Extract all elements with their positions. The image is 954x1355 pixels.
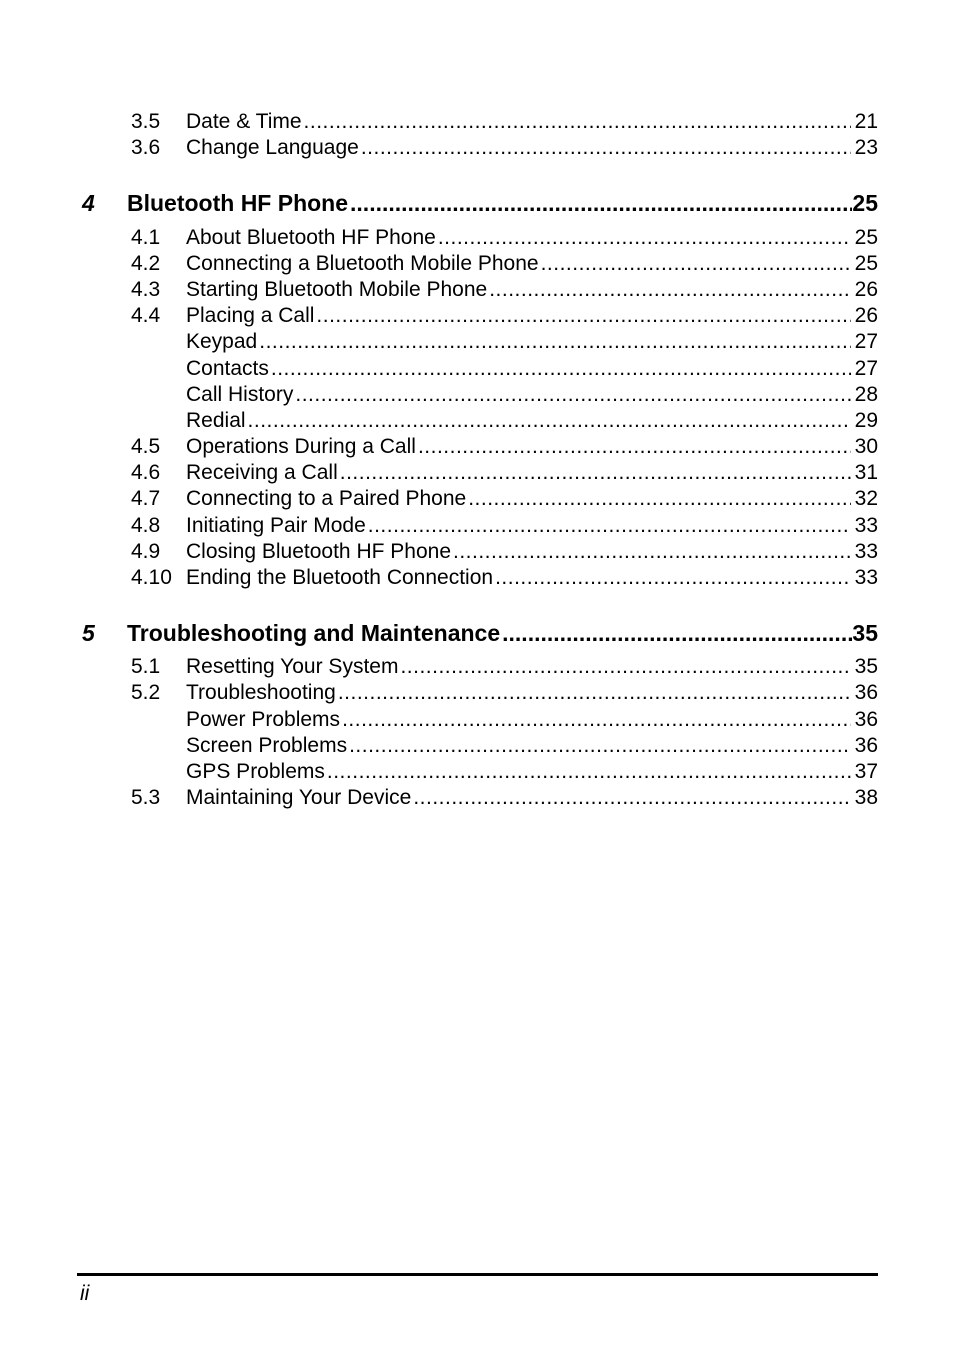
footer-page-number: ii	[80, 1282, 90, 1305]
page-number: 26	[854, 278, 878, 301]
section-number: 3.6	[131, 136, 161, 159]
page-number: 35	[852, 620, 878, 646]
dot-leader	[541, 251, 851, 277]
section-number: 4.10	[131, 566, 172, 589]
section-title: Change Language	[186, 136, 359, 159]
page-number: 27	[854, 330, 878, 353]
toc-entry-call-history[interactable]	[0, 382, 954, 408]
dot-leader	[468, 486, 850, 512]
toc-entry-4-1[interactable]	[0, 225, 954, 251]
dot-leader	[349, 733, 851, 759]
toc-entry-4-5[interactable]	[0, 434, 954, 460]
section-title: Contacts	[186, 357, 269, 380]
dot-leader	[400, 654, 850, 680]
page-number: 31	[854, 461, 878, 484]
page-number: 32	[854, 487, 878, 510]
chapter-number: 5	[82, 620, 95, 646]
dot-leader	[340, 460, 851, 486]
page-number: 36	[854, 681, 878, 704]
dot-leader	[271, 356, 851, 382]
section-title: Starting Bluetooth Mobile Phone	[186, 278, 488, 301]
section-title: Redial	[186, 409, 246, 432]
toc-entry-4-10[interactable]	[0, 565, 954, 591]
dot-leader	[259, 329, 850, 355]
toc-entry-screen-problems[interactable]	[0, 733, 954, 759]
page-number: 26	[854, 304, 878, 327]
page-number: 37	[854, 760, 878, 783]
dot-leader	[361, 135, 851, 161]
chapter-title: Bluetooth HF Phone	[127, 190, 349, 216]
toc-entry-4-6[interactable]	[0, 460, 954, 486]
toc-entry-4-7[interactable]	[0, 486, 954, 512]
toc-entry-4-4[interactable]	[0, 303, 954, 329]
section-number: 4.7	[131, 487, 161, 510]
page-number: 23	[854, 136, 878, 159]
toc-entry-redial[interactable]	[0, 408, 954, 434]
dot-leader	[413, 785, 850, 811]
dot-leader	[327, 759, 851, 785]
page-number: 36	[854, 708, 878, 731]
toc-entry-5-2[interactable]	[0, 680, 954, 706]
page-number: 33	[854, 566, 878, 589]
section-number: 5.3	[131, 786, 161, 809]
section-title: Operations During a Call	[186, 435, 416, 458]
toc-entry-3-5[interactable]	[0, 109, 954, 135]
page-number: 29	[854, 409, 878, 432]
footer-rule	[77, 1273, 878, 1276]
page-number: 33	[854, 540, 878, 563]
page-number: 25	[852, 190, 878, 216]
section-title: Receiving a Call	[186, 461, 338, 484]
section-number: 4.3	[131, 278, 161, 301]
page-number: 25	[854, 226, 878, 249]
section-title: Connecting a Bluetooth Mobile Phone	[186, 252, 539, 275]
section-title: Closing Bluetooth HF Phone	[186, 540, 451, 563]
dot-leader	[304, 109, 851, 135]
section-number: 4.5	[131, 435, 161, 458]
toc-entry-3-6[interactable]	[0, 135, 954, 161]
section-title: Call History	[186, 383, 294, 406]
section-title: Resetting Your System	[186, 655, 399, 678]
dot-leader	[338, 680, 851, 706]
dot-leader	[295, 382, 850, 408]
toc-entry-power-problems[interactable]	[0, 707, 954, 733]
section-title: Placing a Call	[186, 304, 315, 327]
dot-leader	[438, 225, 851, 251]
dot-leader	[342, 707, 851, 733]
page-number: 33	[854, 514, 878, 537]
section-title: GPS Problems	[186, 760, 325, 783]
section-number: 3.5	[131, 110, 161, 133]
dot-leader	[502, 618, 852, 648]
page-number: 21	[854, 110, 878, 133]
toc-entry-4-3[interactable]	[0, 277, 954, 303]
page-number: 28	[854, 383, 878, 406]
section-number: 5.1	[131, 655, 161, 678]
dot-leader	[418, 434, 851, 460]
toc-entry-gps-problems[interactable]	[0, 759, 954, 785]
section-title: Connecting to a Paired Phone	[186, 487, 467, 510]
toc-entry-5-1[interactable]	[0, 654, 954, 680]
toc-chapter-4[interactable]	[0, 188, 954, 218]
page-number: 25	[854, 252, 878, 275]
dot-leader	[453, 539, 851, 565]
page-number: 38	[854, 786, 878, 809]
dot-leader	[316, 303, 850, 329]
section-number: 4.9	[131, 540, 161, 563]
section-title: Keypad	[186, 330, 258, 353]
toc-entry-contacts[interactable]	[0, 356, 954, 382]
dot-leader	[489, 277, 850, 303]
page-number: 36	[854, 734, 878, 757]
section-title: About Bluetooth HF Phone	[186, 226, 436, 249]
section-number: 4.6	[131, 461, 161, 484]
section-title: Date & Time	[186, 110, 302, 133]
section-number: 4.8	[131, 514, 161, 537]
toc-entry-4-8[interactable]	[0, 513, 954, 539]
section-title: Maintaining Your Device	[186, 786, 412, 809]
section-number: 4.2	[131, 252, 161, 275]
dot-leader	[350, 188, 852, 218]
section-title: Ending the Bluetooth Connection	[186, 566, 494, 589]
section-number: 4.1	[131, 226, 161, 249]
section-title: Screen Problems	[186, 734, 348, 757]
section-number: 5.2	[131, 681, 161, 704]
page-number: 35	[854, 655, 878, 678]
section-title: Troubleshooting	[186, 681, 336, 704]
toc-entry-5-3[interactable]	[0, 785, 954, 811]
chapter-title: Troubleshooting and Maintenance	[127, 620, 501, 646]
chapter-number: 4	[82, 190, 95, 216]
dot-leader	[495, 565, 851, 591]
toc-entry-keypad[interactable]	[0, 329, 954, 355]
dot-leader	[368, 513, 851, 539]
page-number: 30	[854, 435, 878, 458]
section-title: Initiating Pair Mode	[186, 514, 366, 537]
section-title: Power Problems	[186, 708, 341, 731]
page-number: 27	[854, 357, 878, 380]
section-number: 4.4	[131, 304, 161, 327]
dot-leader	[248, 408, 851, 434]
toc-entry-4-9[interactable]	[0, 539, 954, 565]
toc-chapter-5[interactable]	[0, 618, 954, 648]
toc-entry-4-2[interactable]	[0, 251, 954, 277]
